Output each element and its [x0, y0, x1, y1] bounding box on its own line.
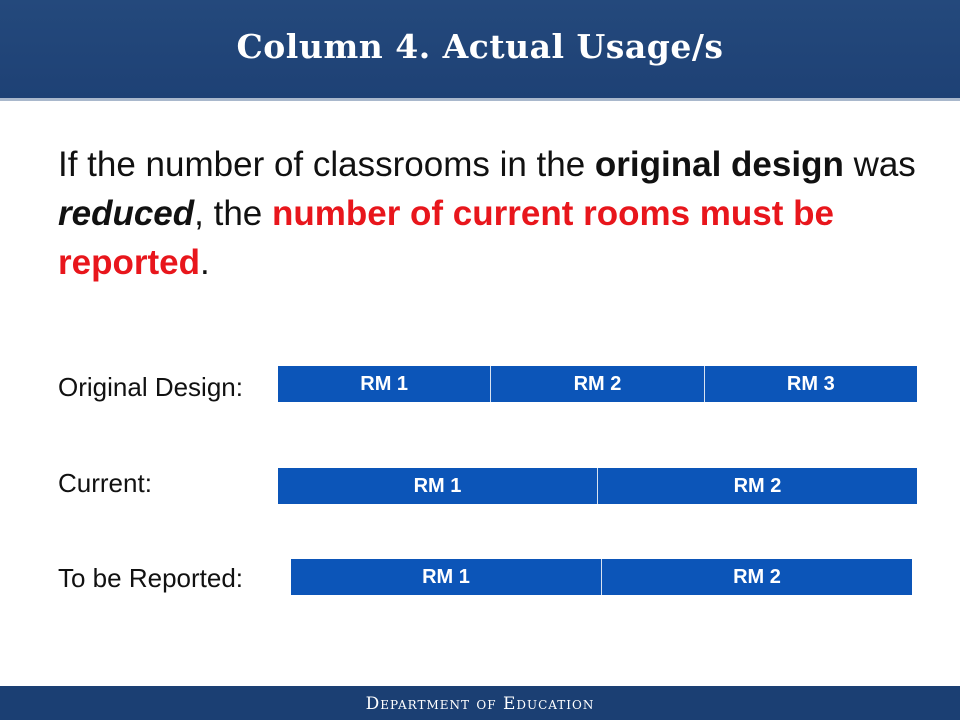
- statement-part-4: .: [199, 243, 210, 282]
- statement-reduced: reduced: [58, 194, 195, 233]
- footer-organization: Department of Education: [365, 694, 595, 714]
- row-label-original-design: Original Design:: [58, 372, 243, 402]
- row-label-to-be-reported: To be Reported:: [58, 563, 244, 593]
- room-bar-to-be-reported: [291, 559, 912, 595]
- room-cell: RM 1: [422, 565, 470, 588]
- room-cell: RM 1: [360, 372, 409, 395]
- statement-part-1: If the number of classrooms in the: [58, 145, 595, 184]
- room-bar-current: [278, 468, 917, 504]
- room-cell: RM 1: [413, 474, 462, 497]
- room-cell: RM 2: [490, 366, 703, 402]
- row-label-current: Current:: [58, 468, 152, 498]
- room-cell: RM 2: [597, 468, 917, 504]
- slide-title: Column 4. Actual Usage/s: [236, 27, 724, 66]
- room-cell: RM 2: [601, 559, 912, 595]
- statement-highlight: number of current rooms must be reported: [58, 194, 835, 282]
- slide-footer: [0, 686, 960, 720]
- statement-original-design: original design: [594, 145, 844, 184]
- room-cell: RM 3: [704, 366, 917, 402]
- slide-header: [0, 0, 960, 101]
- statement-text: [58, 140, 918, 287]
- statement-part-2: was: [843, 145, 916, 184]
- statement-part-3: , the: [194, 194, 272, 233]
- room-bar-original-design: [278, 366, 917, 402]
